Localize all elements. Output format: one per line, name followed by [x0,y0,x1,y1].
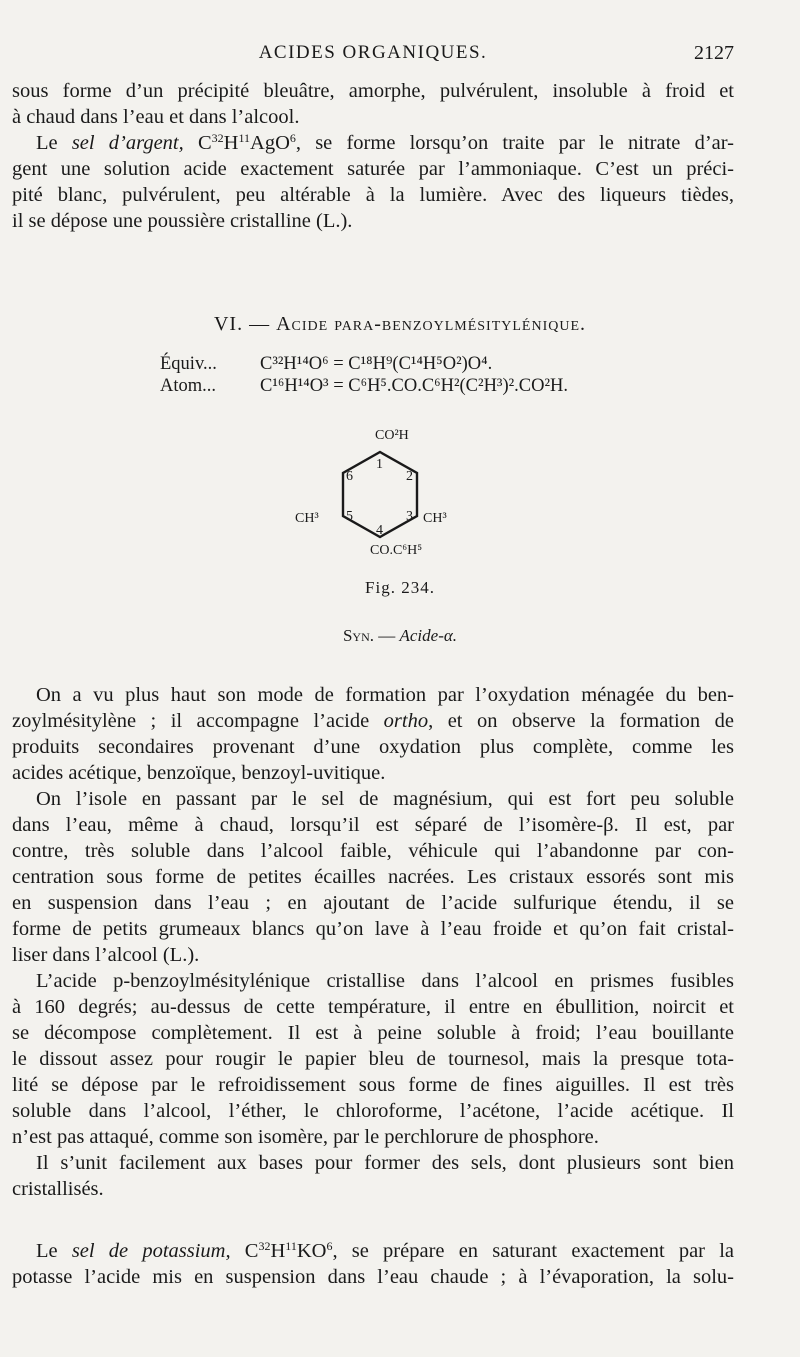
section-number: VI. [213,313,244,335]
synonym-value: Acide-α. [399,626,458,645]
equiv-label: Équiv... [160,354,217,374]
benzene-ring-diagram [280,422,480,562]
position-4: 4 [376,523,383,538]
left-substituent: CH³ [295,511,319,526]
position-1: 1 [376,457,383,472]
ortho-line: zoylmésitylène ; il accompagne l’acide ortho, et on observe la formation de [12,710,734,732]
potassium-salt-line: Le sel de potassium, $C^{32}H^{11}KO^6$, se prépare en saturant exactement par la [36,1239,734,1262]
intro-block [12,78,734,234]
section-heading: VI. — Acide para-benzoylmésitylénique. [213,313,587,335]
benzene-ring-figure [280,422,480,562]
potassium-salt-formula: $C^{32}H^{11}KO^6$ [244,1239,333,1262]
silver-salt-formula: $C^{32}H^{11}AgO^6$ [197,131,296,154]
atom-label: Atom... [160,376,217,396]
page-header [12,42,734,72]
potassium-salt-block: Le sel de potassium, $C^{32}H^{11}KO^6$, se prépare en saturant exactement par la potasse l’acide mis en suspension dans l’eau chaude ; à l’évaporation, la solu- [12,1239,734,1288]
silver-salt-term: sel d’argent, [71,132,184,154]
position-3: 3 [406,509,413,524]
top-substituent: CO²H [375,428,409,443]
running-title: ACIDES ORGANIQUES. [258,42,488,63]
position-2: 2 [406,469,413,484]
atom-text: C¹⁶H¹⁴O³ = C⁶H⁵.CO.C⁶H²(C²H³)².CO²H. [260,376,569,396]
position-5: 5 [346,509,353,524]
figure-caption: Fig. 234. [365,578,435,597]
body-block: On a vu plus haut son mode de formation par l’oxydation ménagée du ben- zoylmésitylène ; il accompagne l’acide ortho, et on observe la formation de produits secondaires provenant d’une oxydation plus complète, comme les acides acétique, benzoïque, benzoyl-uvitique. On l’isole en passant par le sel de magnésium, qui est fort peu soluble dans l’eau, même à chaud, lorsqu’il est séparé de l’isomère-β. Il est, par contre, très soluble dans l’alcool faible, véhicule qui l’abandonne par con- centration sous forme de petites écailles nacrées. Les cristaux essorés sont mis en suspension dans l’eau ; en ajoutant de l’acide sulfurique étendu, il se forme de petits grumeaux blancs qu’on lave à l’eau froide et qu’on fait cristal- liser dans l’alcool (L.). L’acide p-benzoylmésitylénique cristallise dans l’alcool en prismes fusibles à 160 degrés; au-dessus de cette température, il entre en ébullition, noircit et se décompose complètement. Il est à peine soluble à froid; l’eau bouillante le dissout assez pour rougir le papier bleu de tournesol, mais la presque tota- lité se dépose par le refroidissement sous forme de fines aiguilles. Il est très soluble dans l’alcool, l’éther, le chloroforme, l’acétone, l’acide acétique. Il n’est pas attaqué, comme son isomère, par le perchlorure de phosphore. Il s’unit facilement aux bases pour former des sels, dont plusieurs sont bien cristallisés. [12,684,734,1200]
bottom-substituent: CO.C⁶H⁵ [370,543,423,558]
synonym-line: Syn. — Acide-α. [342,626,458,645]
intro-line-4: gent une solution acide exactement saturée par l’ammoniaque. C’est un préci- [12,158,734,180]
intro-line-2: à chaud dans l’eau et dans l’alcool. [12,106,300,128]
intro-line-5: pité blanc, pulvérulent, peu altérable à la lumière. Avec des liqueurs tièdes, [12,184,734,206]
right-substituent: CH³ [423,511,447,526]
atom-formula [160,375,568,397]
section-title: Acide para-benzoylmésitylénique. [276,313,587,335]
page-number: 2127 [694,42,734,64]
silver-salt-line: Le sel d’argent, $C^{32}H^{11}AgO^6$, se forme lorsqu’on traite par le nitrate d’ar- [36,131,735,154]
position-6: 6 [346,469,353,484]
potassium-salt-term: sel de potassium, [71,1240,231,1262]
intro-line-1: sous forme d’un précipité bleuâtre, amorphe, pulvérulent, insoluble à froid et [12,80,734,102]
intro-line-6: il se dépose une poussière cristalline (L.). [12,210,353,232]
equiv-formula [160,353,492,375]
equiv-text: C³²H¹⁴O⁶ = C¹⁸H⁹(C¹⁴H⁵O²)O⁴. [260,354,493,374]
